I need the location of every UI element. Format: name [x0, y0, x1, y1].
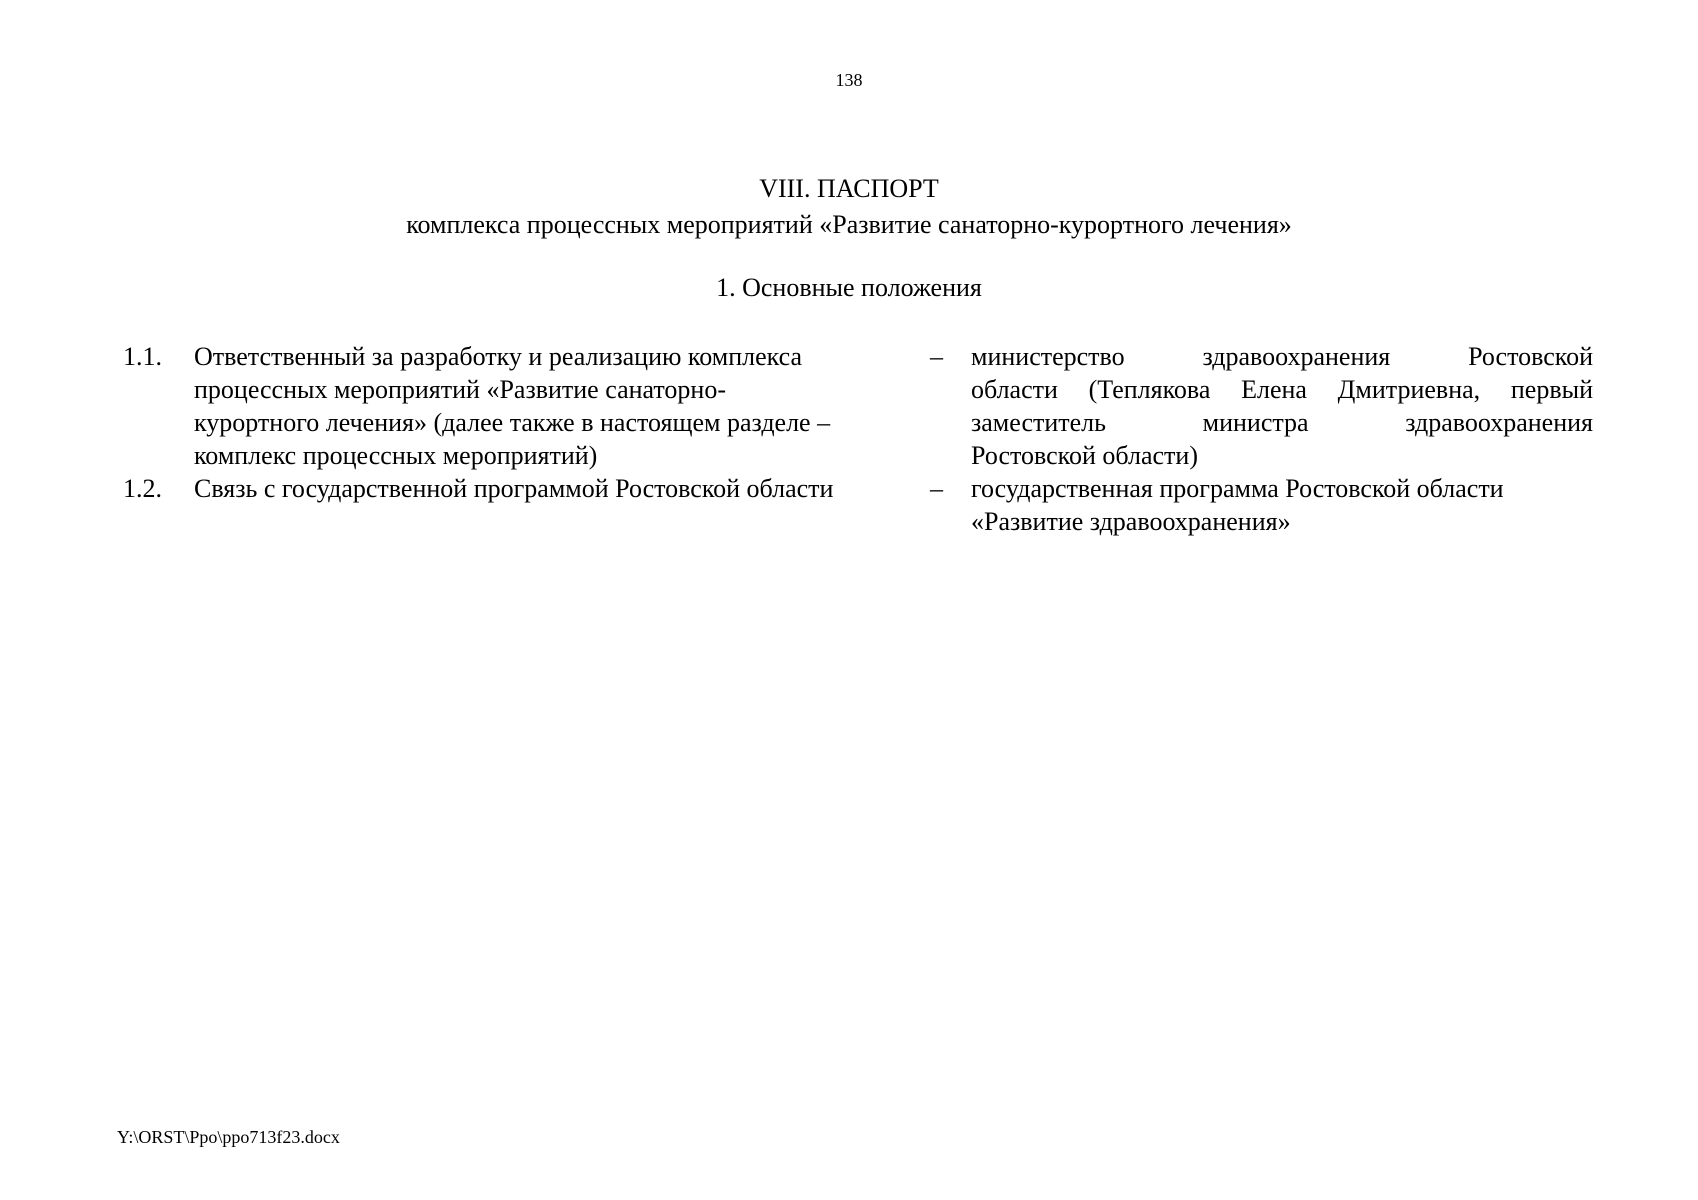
page-title: VIII. ПАСПОРТ [759, 174, 939, 203]
value-line: заместитель министра здравоохранения [971, 408, 1593, 437]
page-number: 138 [835, 70, 863, 90]
label-line: комплекс процессных мероприятий) [194, 441, 598, 470]
row-value [971, 340, 1593, 472]
label-line: процессных мероприятий «Развитие санаторно- [194, 375, 726, 404]
page-subtitle: комплекса процессных мероприятий «Развитие санаторно-курортного лечения» [406, 210, 1292, 239]
value-line: «Развитие здравоохранения» [971, 507, 1291, 536]
row-dash: – [930, 474, 943, 503]
row-label [194, 472, 874, 505]
value-line: государственная программа Ростовской области [971, 474, 1504, 503]
row-number: 1.2. [123, 474, 162, 503]
section-title: 1. Основные положения [716, 273, 982, 302]
row-dash: – [930, 342, 943, 371]
row-number: 1.1. [123, 342, 162, 371]
value-line: области (Теплякова Елена Дмитриевна, первый [971, 375, 1593, 404]
value-line: Ростовской области) [971, 441, 1198, 470]
row-label [194, 340, 874, 472]
file-path-footer: Y:\ORST\Ppo\ppo713f23.docx [117, 1127, 340, 1147]
label-line: Ответственный за разработку и реализацию комплекса [194, 342, 803, 371]
row-value [971, 472, 1593, 538]
value-line: министерство здравоохранения Ростовской [971, 342, 1593, 371]
label-line: курортного лечения» (далее также в настоящем разделе – [194, 408, 831, 437]
label-line: Связь с государственной программой Ростовской области [194, 474, 834, 503]
